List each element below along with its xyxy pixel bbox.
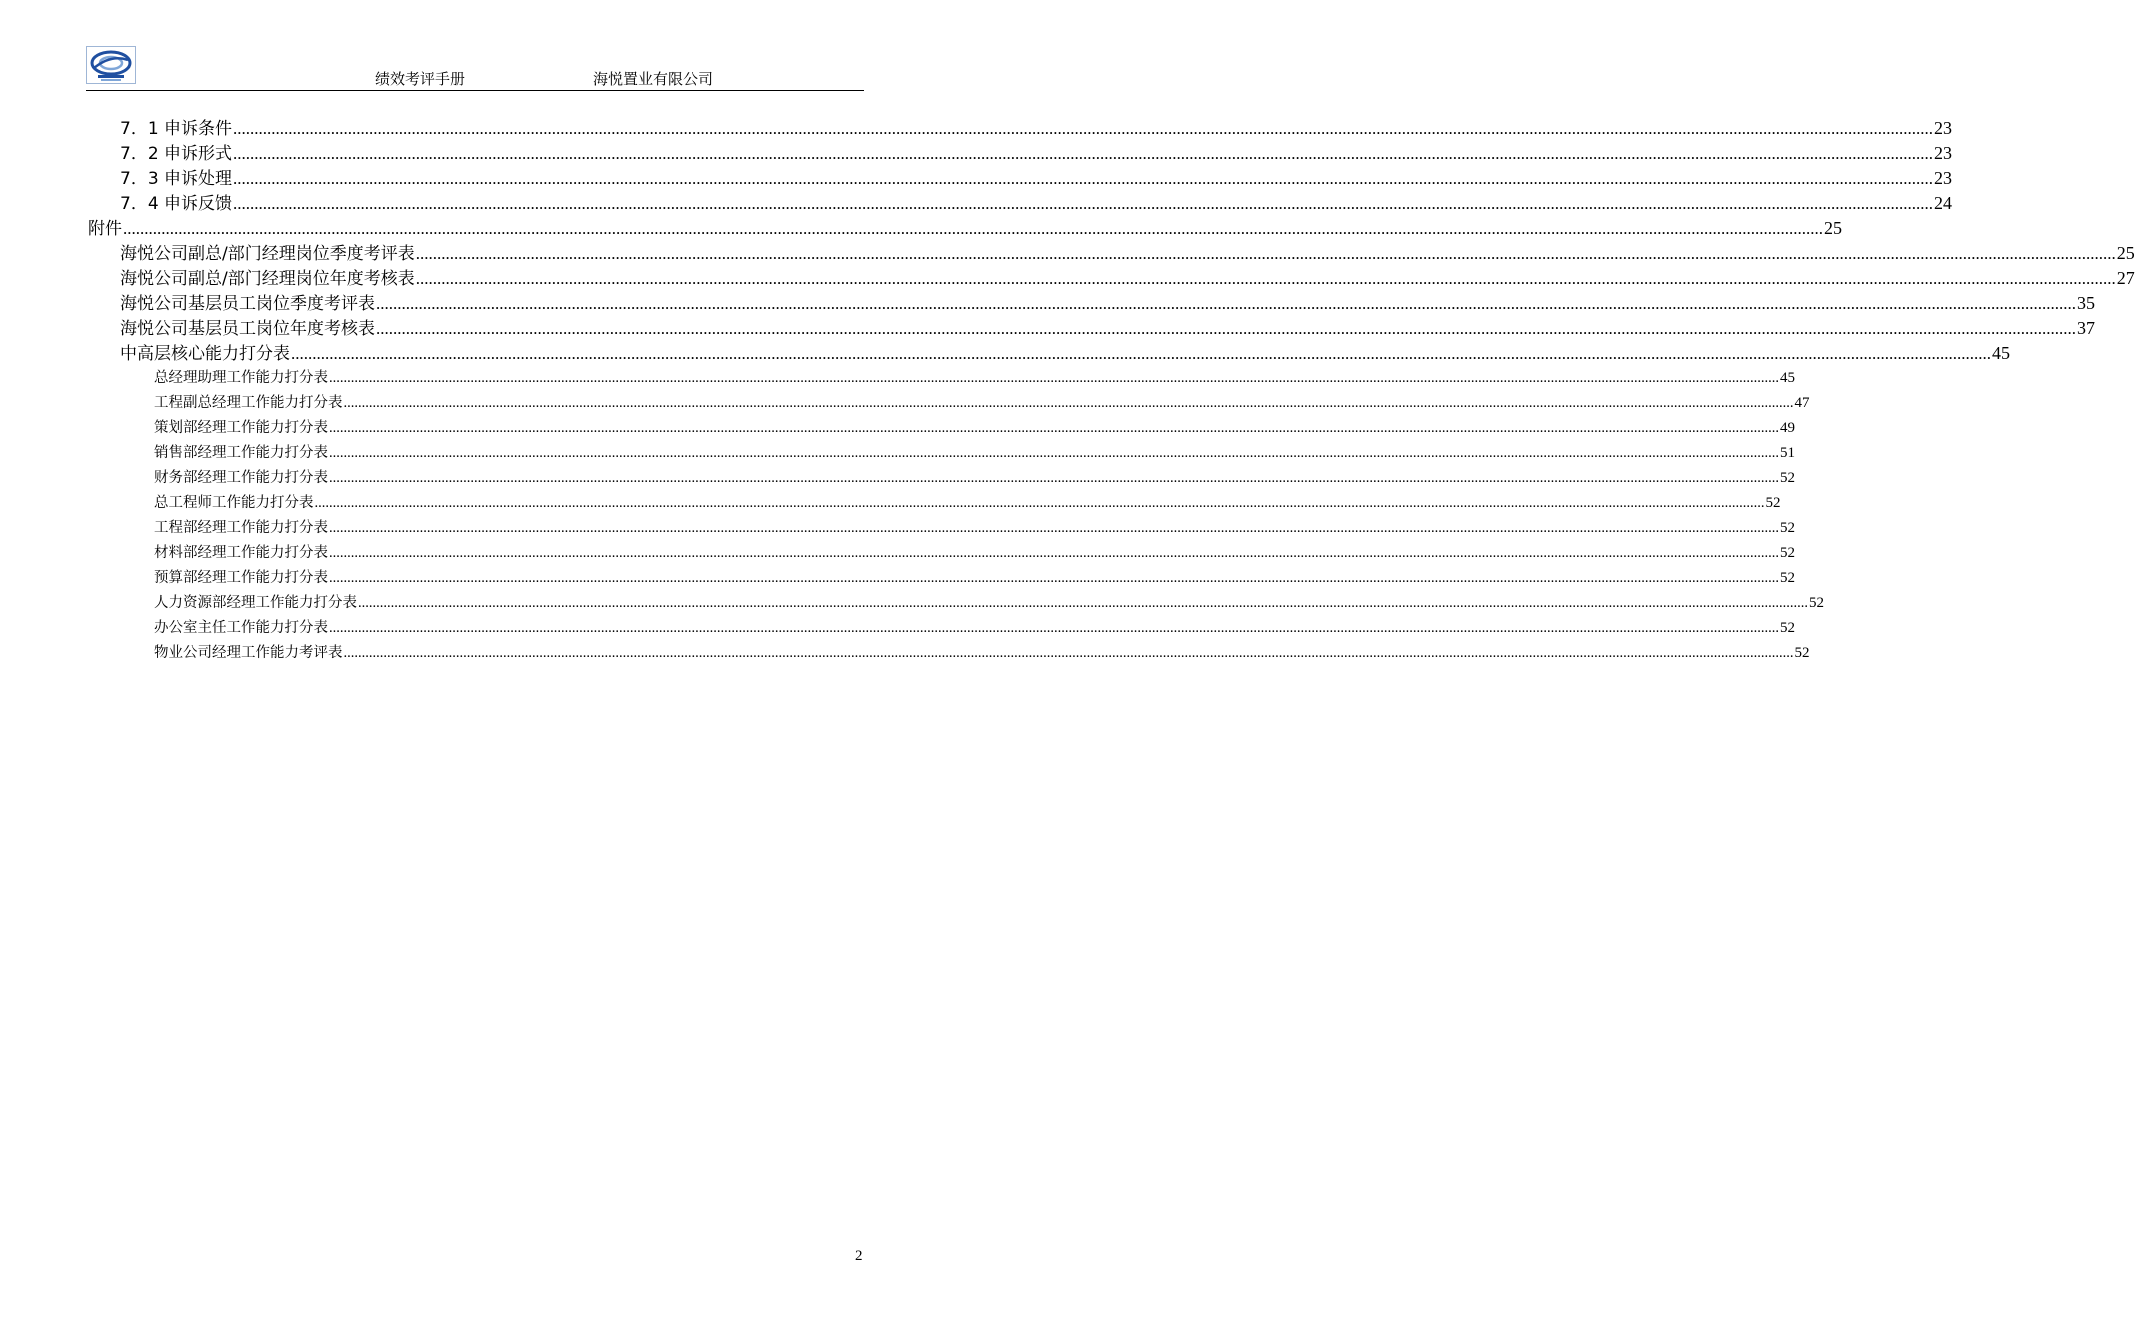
toc-dot-leader: ................................................................................................................................................................................................................................................................................................................................................................................................................ xyxy=(233,119,1934,138)
toc-entry-page: 23 xyxy=(1934,168,1953,188)
toc-dot-leader: ................................................................................................................................................................................................................................................................................................................................................................................................................ xyxy=(358,595,1808,611)
toc-entry[interactable] xyxy=(88,441,1795,466)
toc-entry-title: 7．3 申诉处理 xyxy=(120,169,233,189)
toc-dot-leader: ................................................................................................................................................................................................................................................................................................................................................................................................................ xyxy=(329,370,1779,386)
toc-entry-page: 45 xyxy=(1992,343,2010,363)
toc-entry-title: 销售部经理工作能力打分表 xyxy=(154,445,328,461)
toc-entry[interactable] xyxy=(88,641,1810,666)
toc-entry-title: 海悦公司基层员工岗位季度考评表 xyxy=(120,294,375,314)
toc-entry-title: 办公室主任工作能力打分表 xyxy=(154,620,328,636)
toc-entry-title: 总经理助理工作能力打分表 xyxy=(154,370,328,386)
toc-dot-leader: ................................................................................................................................................................................................................................................................................................................................................................................................................ xyxy=(291,344,1991,363)
toc-entry-page: 52 xyxy=(1794,645,1810,661)
toc-entry-title: 海悦公司副总/部门经理岗位年度考核表 xyxy=(120,269,415,289)
toc-entry-title: 财务部经理工作能力打分表 xyxy=(154,470,328,486)
toc-entry-title: 策划部经理工作能力打分表 xyxy=(154,420,328,436)
toc-entry-page: 52 xyxy=(1809,595,1824,611)
toc-entry[interactable] xyxy=(88,341,2010,366)
toc-entry[interactable] xyxy=(88,116,1953,141)
toc-entry-page: 47 xyxy=(1794,395,1810,411)
toc-entry-page: 37 xyxy=(2077,318,2095,338)
page-header xyxy=(86,44,864,91)
toc-dot-leader: ................................................................................................................................................................................................................................................................................................................................................................................................................ xyxy=(233,169,1934,188)
toc-entry-page: 27 xyxy=(2116,268,2135,288)
toc-dot-leader: ................................................................................................................................................................................................................................................................................................................................................................................................................ xyxy=(314,495,1765,511)
toc-entry-title: 总工程师工作能力打分表 xyxy=(154,495,314,511)
toc-entry[interactable] xyxy=(88,266,2135,291)
toc-dot-leader: ................................................................................................................................................................................................................................................................................................................................................................................................................ xyxy=(329,620,1779,636)
toc-dot-leader: ................................................................................................................................................................................................................................................................................................................................................................................................................ xyxy=(329,420,1779,436)
toc-dot-leader: ................................................................................................................................................................................................................................................................................................................................................................................................................ xyxy=(329,520,1779,536)
toc-entry-page: 25 xyxy=(2116,243,2135,263)
toc-dot-leader: ................................................................................................................................................................................................................................................................................................................................................................................................................ xyxy=(329,545,1779,561)
toc-entry-page: 45 xyxy=(1780,370,1795,386)
toc-entry-title: 预算部经理工作能力打分表 xyxy=(154,570,328,586)
toc-entry-title: 人力资源部经理工作能力打分表 xyxy=(154,595,357,611)
toc-dot-leader: ................................................................................................................................................................................................................................................................................................................................................................................................................ xyxy=(329,570,1779,586)
toc-dot-leader: ................................................................................................................................................................................................................................................................................................................................................................................................................ xyxy=(329,445,1779,461)
toc-dot-leader: ................................................................................................................................................................................................................................................................................................................................................................................................................ xyxy=(233,144,1934,163)
toc-entry-title: 材料部经理工作能力打分表 xyxy=(154,545,328,561)
toc-entry-page: 35 xyxy=(2077,293,2095,313)
toc-entry-page: 52 xyxy=(1780,620,1795,636)
toc-dot-leader: ................................................................................................................................................................................................................................................................................................................................................................................................................ xyxy=(415,269,2116,288)
toc-dot-leader: ................................................................................................................................................................................................................................................................................................................................................................................................................ xyxy=(123,219,1823,238)
toc-entry[interactable] xyxy=(88,516,1795,541)
toc-dot-leader: ................................................................................................................................................................................................................................................................................................................................................................................................................ xyxy=(376,319,2076,338)
toc-entry[interactable] xyxy=(88,141,1953,166)
toc-entry[interactable] xyxy=(88,291,2095,316)
toc-entry-page: 24 xyxy=(1934,193,1953,213)
toc-dot-leader: ................................................................................................................................................................................................................................................................................................................................................................................................................ xyxy=(415,244,2116,263)
toc-entry[interactable] xyxy=(88,166,1953,191)
table-of-contents xyxy=(88,116,2135,666)
toc-entry-page: 23 xyxy=(1934,143,1953,163)
toc-entry-title: 7．1 申诉条件 xyxy=(120,119,233,139)
company-name: 海悦置业有限公司 xyxy=(593,70,714,88)
toc-entry-page: 52 xyxy=(1780,570,1795,586)
toc-entry-title: 物业公司经理工作能力考评表 xyxy=(154,645,343,661)
toc-entry-page: 52 xyxy=(1780,520,1795,536)
toc-entry[interactable] xyxy=(88,616,1795,641)
toc-entry[interactable] xyxy=(88,391,1810,416)
toc-entry-title: 工程部经理工作能力打分表 xyxy=(154,520,328,536)
toc-entry-title: 海悦公司基层员工岗位年度考核表 xyxy=(120,319,375,339)
page-number: 2 xyxy=(855,1248,863,1264)
toc-entry-page: 25 xyxy=(1824,218,1842,238)
toc-entry-page: 52 xyxy=(1780,470,1795,486)
toc-dot-leader: ................................................................................................................................................................................................................................................................................................................................................................................................................ xyxy=(376,294,2076,313)
toc-dot-leader: ................................................................................................................................................................................................................................................................................................................................................................................................................ xyxy=(233,194,1934,213)
toc-entry-page: 52 xyxy=(1765,495,1781,511)
toc-entry[interactable] xyxy=(88,591,1824,616)
toc-entry-title: 7．2 申诉形式 xyxy=(120,144,233,164)
toc-entry-page: 49 xyxy=(1780,420,1795,436)
toc-entry-title: 7．4 申诉反馈 xyxy=(120,194,233,214)
toc-entry[interactable] xyxy=(88,241,2135,266)
toc-entry-title: 海悦公司副总/部门经理岗位季度考评表 xyxy=(120,244,415,264)
toc-entry-page: 52 xyxy=(1780,545,1795,561)
manual-title: 绩效考评手册 xyxy=(375,70,466,88)
toc-entry[interactable] xyxy=(88,566,1795,591)
company-logo-icon xyxy=(86,46,136,84)
toc-entry-page: 23 xyxy=(1934,118,1953,138)
toc-dot-leader: ................................................................................................................................................................................................................................................................................................................................................................................................................ xyxy=(343,645,1794,661)
toc-entry[interactable] xyxy=(88,491,1781,516)
toc-entry[interactable] xyxy=(88,416,1795,441)
toc-entry-page: 51 xyxy=(1780,445,1795,461)
toc-dot-leader: ................................................................................................................................................................................................................................................................................................................................................................................................................ xyxy=(329,470,1779,486)
toc-entry[interactable] xyxy=(88,466,1795,491)
toc-entry[interactable] xyxy=(88,191,1953,216)
toc-dot-leader: ................................................................................................................................................................................................................................................................................................................................................................................................................ xyxy=(343,395,1794,411)
toc-entry[interactable] xyxy=(88,541,1795,566)
toc-entry[interactable] xyxy=(88,216,1842,241)
toc-entry-title: 工程副总经理工作能力打分表 xyxy=(154,395,343,411)
toc-entry-title: 附件 xyxy=(88,219,122,239)
toc-entry-title: 中高层核心能力打分表 xyxy=(120,344,290,364)
toc-entry[interactable] xyxy=(88,366,1795,391)
toc-entry[interactable] xyxy=(88,316,2095,341)
